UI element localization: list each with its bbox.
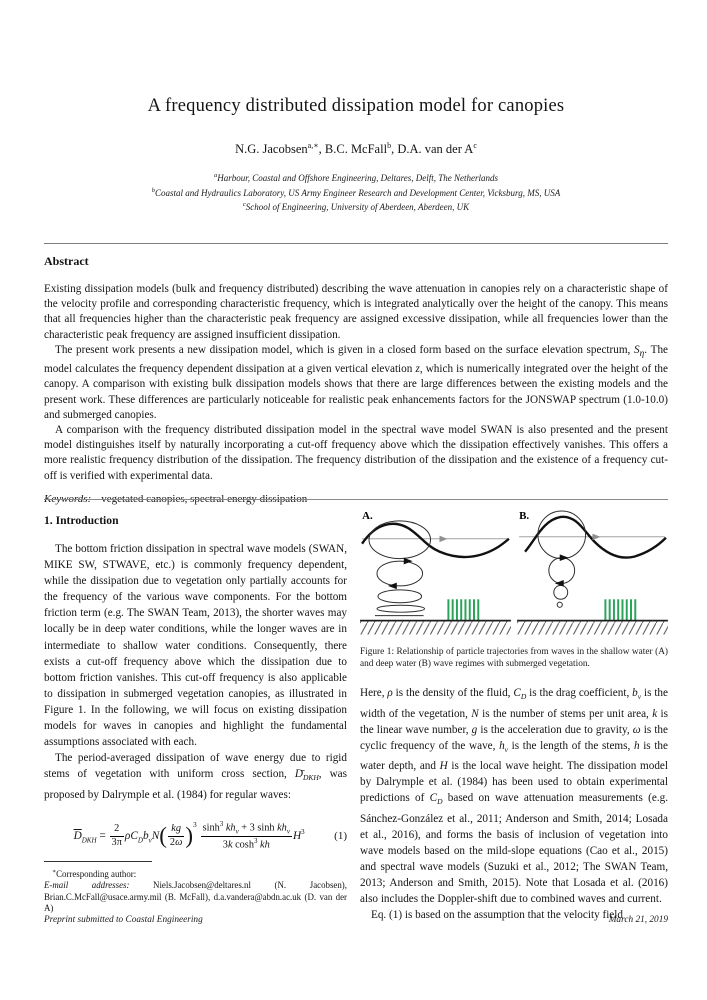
footer-right: March 21, 2019 — [608, 915, 668, 925]
equation-number: (1) — [334, 829, 347, 842]
seabed-hatching — [360, 622, 511, 635]
figure-1-caption: Figure 1: Relationship of particle trajectories from waves in the shallow water (A) and deep water (B) wave regimes with submerged vegetation. — [360, 647, 668, 670]
affiliation-line-c: $^c$School of Engineering, University of Aberdeen, Aberdeen, UK — [242, 201, 470, 213]
section-heading-introduction: 1. Introduction — [44, 514, 119, 527]
orbital-ellipse-3 — [378, 590, 422, 603]
orbital-circle-2 — [549, 558, 575, 584]
keywords-label: Keywords: — [44, 492, 92, 505]
abstract-section — [44, 254, 668, 505]
abstract-paragraph-2: The present work presents a new dissipation model, which is given in a closed form based on the surface elevation spectrum, $S_\eta$. The model calculates the frequency dependent dissipation at a given vertical elevation z, which is numerically integrated over the height of the canopy. A comparison with existing bulk dissipation models shows that there are large differences between the existing models and the present work. These differences are particularly noticeable for realistic peak enhancements factors for the JONSWAP spectrum (1.0-10.0) and submerged canopies. — [44, 343, 668, 421]
equals-sign: = — [99, 829, 106, 842]
equation-dissipation-subscript: DKH — [81, 835, 97, 844]
vegetation-stems — [605, 599, 635, 620]
right-column — [360, 507, 668, 923]
vegetation-stems — [448, 599, 478, 620]
abstract-heading: Abstract — [44, 254, 89, 268]
fraction-sinh-cosh: $\frac{\sinh^3 kh_v + 3 \sinh kh_v}{3k \cosh^3 kh}$ — [202, 819, 290, 851]
abstract-paragraph-3: A comparison with the frequency distributed dissipation model in the spectral wave model SWAN is also presented and the present model distinguishes itself by naturally incorporating a cut-off frequency above which the dissipation effectively vanishes. This offers a more realistic frequency distribution of the dissipation. The frequency distribution of the dissipation and the existence of a frequency cut-off is verified with experimental data. — [44, 424, 668, 482]
right-column-paragraph-2: Eq. (1) is based on the assumption that the velocity field — [371, 909, 623, 922]
affiliations-block — [44, 170, 668, 214]
footer-left: Preprint submitted to Coastal Engineering — [44, 915, 203, 925]
orbital-ellipses — [369, 521, 431, 616]
abstract-top-rule — [44, 243, 668, 244]
equation-coefficients: $\rho C_Db_vN$ — [124, 829, 160, 844]
paper-header — [44, 96, 668, 214]
affiliation-line-b: $^b$Coastal and Hydraulics Laboratory, US Army Engineer Research and Development Center, Vicksburg, MS, USA — [151, 186, 561, 198]
orbital-circle-4 — [557, 602, 562, 607]
equation-1-body — [44, 820, 334, 852]
panel-b-label: B. — [519, 509, 530, 522]
wave-direction-arrow-icon — [593, 534, 601, 541]
fraction-kg-2omega: $\frac{kg}{2\omega}$ — [169, 822, 183, 848]
equation-1 — [44, 820, 347, 852]
intro-paragraph-2: The period-averaged dissipation of wave energy due to rigid stems of vegetation with uniform cross section, $D_{DKH}$, was proposed by Dalrymple et al. (1984) for regular waves: — [44, 752, 347, 801]
figure-1 — [360, 507, 668, 637]
page-title: A frequency distributed dissipation model for canopies — [147, 96, 565, 116]
intro-paragraph-1: The bottom friction dissipation in spectral wave models (SWAN, MIKE SW, STWAVE, etc.) is commonly frequency dependent, while the dissipation due to vegetation only partially accounts for the frequency of the various wave components. For the bottom friction term (e.g. The SWAN Team, 2013), the shorter waves may locally be in deep water conditions, while the longer waves are in intermediate to shallow water conditions. Consequently, there exists a cut-off frequency above which the dissipation due to bottom friction vanishes. This cut-off frequency is also applicable to dissipation in submerged vegetation canopies, as illustrated in Figure 1. In the following, we will focus on existing dissipation models for waves in canopies and highlight the fundamental assumptions associated with each. — [44, 543, 347, 749]
abstract-paragraph-1: Existing dissipation models (bulk and frequency distributed) describing the wave attenuation in canopies rely on a characteristic shape of the velocity profile and corresponding characteristic frequency, which is integrated analytically over the height of the canopy. This means that all frequencies higher than the characteristic peak frequency are assigned excessive dissipation, while all frequencies lower than the characteristic peak frequency are assigned insufficient dissipation. — [44, 283, 668, 341]
footnote-separator — [44, 861, 152, 862]
columns-top-rule — [44, 499, 668, 500]
equation-dissipation-symbol: $\overline{D}$ — [73, 829, 82, 842]
fraction-2-3pi: $\frac{2}{3\pi}$ — [111, 822, 122, 848]
seabed-hatching — [517, 622, 668, 635]
figure-1-panel-a — [360, 507, 511, 637]
orbit-arrow-right-icon — [404, 558, 413, 565]
orbital-ellipse-4 — [377, 605, 425, 612]
email-addresses-note: E-mail addresses: Niels.Jacobsen@deltares.nl (N. Jacobsen), Brian.C.McFall@usace.army.mil (B. McFall), d.a.vandera@abdn.ac.uk (D. van der A) — [44, 880, 347, 913]
page-footer — [44, 915, 668, 925]
affiliation-line-a: $^a$Harbour, Coastal and Offshore Engineering, Deltares, Delft, The Netherlands — [213, 172, 499, 184]
panel-a-label: A. — [362, 509, 373, 522]
left-column — [44, 514, 347, 852]
right-column-paragraph-1: Here, ρ is the density of the fluid, $C_D$ is the drag coefficient, $b_v$ is the width of the vegetation, N is the number of stems per unit area, k is the linear wave number, g is the acceleration due to gravity, ω is the cyclic frequency of the wave, $h_v$ is the length of the stems, h is the water depth, and H is the local wave height. The dissipation model by Dalrymple et al. (1984) has been used to obtain experimental predictions of $C_D$ based on wave attenuation measurements (e.g. Sánchez-González et al., 2011; Anderson and Smith, 2014; Losada et al., 2016), and forms the basis of inclusion of vegetation into wave models based on the mild-slope equations (Cao et al., 2015) and spectral wave models (Suzuki et al., 2012; The SWAN Team, 2013; Anderson and Smith, 2015). Note that Losada et al. (2016) also includes the Doppler-shift due to combined waves and current. — [360, 687, 669, 906]
equation-wave-height-term: $H^3$ — [292, 827, 305, 842]
authors-line: N.G. Jacobsen$^{a,∗}$, B.C. McFall$^b$, D.A. van der $A^c$ — [235, 141, 477, 157]
right-parenthesis: ) — [185, 822, 194, 848]
orbital-circle-3 — [554, 585, 568, 599]
corresponding-author-footnote — [44, 861, 347, 914]
left-parenthesis: ( — [159, 822, 167, 848]
orbital-ellipse-2 — [377, 561, 423, 586]
corresponding-author-note: ∗Corresponding author: — [52, 868, 137, 879]
wave-surface-curve — [362, 524, 509, 557]
keywords-text: vegetated canopies, spectral energy dissipation — [101, 492, 308, 505]
parenthesis-exponent: 3 — [193, 819, 197, 829]
orbit-arrow-right-icon — [560, 554, 569, 561]
orbital-circle-1 — [538, 511, 586, 559]
orbit-arrow-left-icon — [388, 583, 397, 590]
figure-1-panel-b — [517, 507, 668, 637]
wave-direction-arrow-icon — [439, 536, 447, 543]
